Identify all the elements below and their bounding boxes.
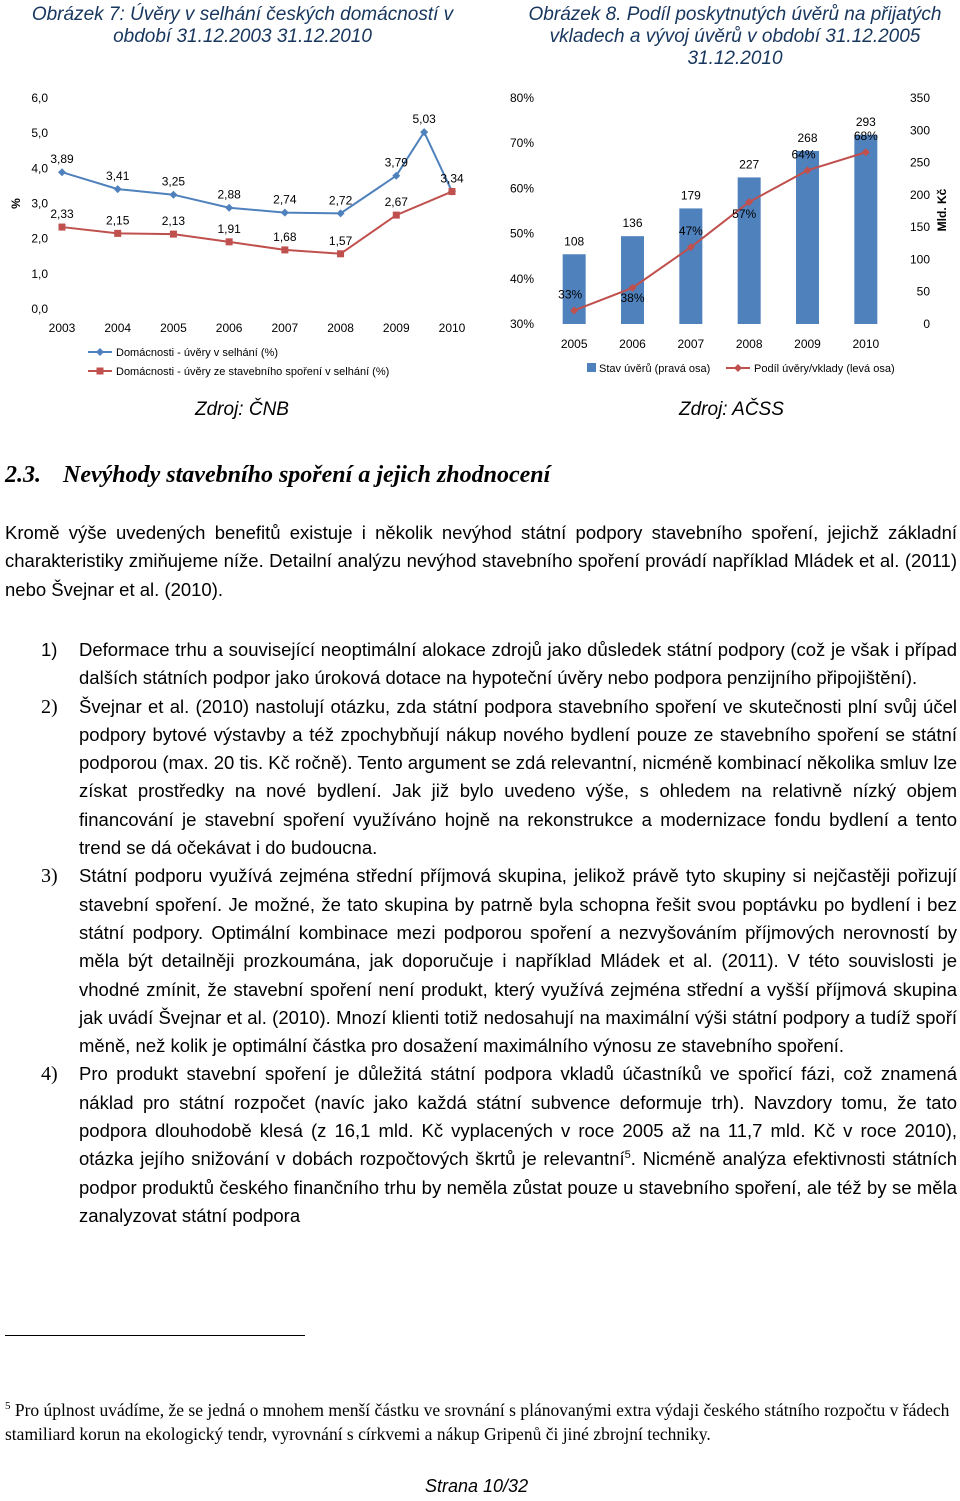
legend-label: Domácnosti - úvěry ze stavebního spoření v selhání (%) [116,366,390,378]
list-item-text: Švejnar et al. (2010) nastolují otázku, zda státní podpora stavebního spoření ve skutečnosti plní svůj účel podpory bytové výstavby a též zpochybňují nákup nového bydlení pouze ze stavebního spoření se státní podporou (max. 20 tis. Kč ročně). Tento argument se zdá relevantní, nicméně kombinací několika smluv lze získat prostředky na nové bydlení. Jak již bylo uvedeno výše, s ohledem na relativně nízký objem financování je stavební spoření využíváno hojně na rekonstrukce a modernizace fondu bydlení a tento trend se dá očekávat i do budoucna. [79,695,957,859]
footnote-separator [5,1335,305,1336]
left-tick-label: 80% [509,91,534,105]
legend-marker [97,368,104,375]
data-label: 5,03 [412,112,436,127]
x-tick-label: 2003 [48,321,76,335]
footnote-reference[interactable]: 5 [624,1149,631,1162]
x-tick-label: 2010 [852,337,880,351]
intro-paragraph: Kromě výše uvedených benefitů existuje i několik nevýhod státní podpory stavebního spoření, jejichž základní charakteristiky zmiňujeme níže. Detailní analýzu nevýhod stavebního spoření provádí například Mládek et al. (2011) nebo Švejnar et al. (2010). [5,522,957,600]
line-value-label: 38% [620,290,645,305]
list-item [5,1060,957,1230]
y-tick-label: 6,0 [31,91,48,105]
line-value-label: 64% [791,147,816,162]
figure8-bar-line-chart [490,85,960,385]
y-tick-label: 1,0 [31,266,48,281]
data-label: 2,15 [106,213,130,228]
y-tick-label: 0,0 [31,302,48,316]
right-axis-title: Mld. Kč [935,188,949,232]
legend-label: Podíl úvěry/vklady (levá osa) [754,363,895,375]
line-value-label: 47% [678,224,703,239]
left-tick-label: 70% [509,136,534,151]
footnote-text: Pro úplnost uvádíme, že se jedná o mnohem menší částku ve srovnání s plánovanými extra výdaji českého státního rozpočtu v řádech stamiliard korun na ekologický tendr, vyrovnání s církvemi a nákup Gripenů či jiné zbrojní techniky. [5,1400,950,1444]
page-number: Strana 10/32 [425,1476,529,1496]
x-tick-label: 2007 [271,321,299,335]
data-label: 3,41 [106,169,130,184]
section-heading [5,462,550,489]
legend-marker [96,348,104,356]
list-marker: 2) [41,695,58,718]
legend-swatch [587,363,596,372]
series-line [574,152,866,310]
legend-label: Domácnosti - úvěry v selhání (%) [116,347,278,359]
data-point-marker [337,250,344,257]
data-point-marker [58,168,66,176]
right-tick-label: 350 [909,91,930,105]
x-tick-label: 2008 [735,337,763,351]
bar [854,135,877,324]
data-point-marker [449,188,456,195]
right-tick-label: 50 [916,284,930,299]
bar-value-label: 268 [797,130,818,145]
bar-value-label: 179 [680,188,701,203]
x-tick-label: 2004 [104,321,132,335]
line-value-label: 57% [732,206,757,221]
data-point-marker [169,191,177,199]
list-item [5,636,957,693]
data-label: 3,79 [384,155,408,170]
section-number: 2.3. [5,462,41,488]
data-label: 2,67 [384,195,408,210]
bar-value-label: 136 [622,216,643,231]
x-tick-label: 2009 [794,337,821,351]
data-point-marker [281,209,289,217]
list-item-text: Deformace trhu a související neoptimální alokace zdrojů jako důsledek státní podpory (což je však i případ dalších státních podpor jako úroková dotace na hypoteční úvěry nebo podpora penzijního připojištění). [79,639,957,689]
data-label: 2,72 [328,193,353,208]
y-tick-label: 2,0 [31,231,48,246]
data-label: 2,88 [217,187,241,202]
data-point-marker [170,231,177,238]
list-marker: 4) [41,1063,58,1086]
right-tick-label: 300 [909,123,930,138]
bar-value-label: 227 [739,157,760,172]
figure7-source: Zdroj: ČNB [195,399,289,420]
data-label: 2,33 [50,207,74,222]
y-tick-label: 5,0 [31,126,48,141]
legend-label: Stav úvěrů (pravá osa) [599,363,711,375]
data-label: 2,13 [161,214,186,229]
x-tick-label: 2006 [215,321,243,335]
data-label: 1,57 [328,233,353,248]
list-item-text-continued: . Nicméně analýza efektivnosti státních podpor produktů českého finančního trhu by neměla zůstat pouze u stavebního spoření, ale též by se měla zanalyzovat státní podpora [79,1148,957,1226]
disadvantages-list [5,636,957,1230]
data-label: 1,91 [217,221,241,236]
data-label: 3,34 [440,171,464,186]
data-point-marker [226,238,233,245]
section-title: Nevýhody stavebního spoření a jejich zhodnocení [63,462,551,488]
data-label: 2,74 [273,192,297,207]
figure7-title: Obrázek 7: Úvěry v selhání českých domácností v období 31.12.2003 31.12.2010 [31,4,454,47]
right-tick-label: 200 [909,187,930,202]
data-point-marker [393,212,400,219]
legend-marker [734,364,742,372]
left-tick-label: 40% [509,271,534,286]
list-marker: 3) [41,865,58,888]
data-label: 3,89 [50,152,74,167]
right-tick-label: 100 [909,252,930,267]
list-item [5,693,957,863]
left-tick-label: 30% [509,317,534,331]
footnote [5,1398,950,1446]
data-point-marker [114,185,122,193]
list-marker: 1) [41,639,58,660]
data-label: 1,68 [273,229,297,244]
right-tick-label: 150 [909,220,930,235]
right-tick-label: 0 [923,317,930,331]
x-tick-label: 2006 [619,337,646,351]
x-tick-label: 2010 [438,321,466,335]
figure8-source: Zdroj: AČSS [679,399,784,420]
x-tick-label: 2007 [677,337,705,351]
left-tick-label: 60% [509,181,534,196]
figure7-line-chart [0,85,480,385]
x-tick-label: 2009 [382,321,410,335]
data-point-marker [225,204,233,212]
bar-value-label: 293 [855,114,876,129]
left-tick-label: 50% [509,226,534,241]
bar [621,236,644,324]
line-value-label: 33% [558,287,583,302]
data-point-marker [59,224,66,231]
x-tick-label: 2005 [560,337,588,351]
bar [796,151,819,324]
footnote-number: 5 [5,1400,11,1413]
y-tick-label: 3,0 [31,196,48,211]
list-item-text: Pro produkt stavební spoření je důležitá státní podpora vkladů účastníků ve spořicí fázi, což znamená náklad pro státní rozpočet (navíc jako každá státní subvence deformuje trh). Navzdory tomu, že tato podpora dlouhodobě klesá (z 16,1 mld. Kč vyplacených v roce 2005 až na 11,7 mld. Kč v roce 2010), otázka jejího snižování v dobách rozpočtových škrtů je relevantní [79,1063,957,1170]
data-point-marker [114,230,121,237]
data-point-marker [281,246,288,253]
line-value-label: 68% [853,129,878,144]
figure8-title: Obrázek 8. Podíl poskytnutých úvěrů na přijatých vkladech a vývoj úvěrů v období 31.12.2005 31.12.2010 [528,4,942,69]
right-tick-label: 250 [909,155,930,170]
list-item [5,862,957,1060]
list-item-text: Státní podporu využívá zejména střední příjmová skupina, jelikož právě tyto skupiny si nejčastěji pořizují stavební spoření. Je možné, že tato skupina by patrně byla schopna řešit svou poptávku po bydlení i bez státní podpory. Optimální kombinace mezi podporou spoření a nezvyšováním příjmových nerovností by měla být detailněji prozkoumána, jak doporučuje i například Mládek et al. (2011). V této souvislosti je vhodné zmínit, že stavební spoření není produkt, který využívá zejména střední a vyšší příjmová skupina jak uvádí Švejnar et al. (2010). Mnozí klienti totiž nedosahují na maximální výši státní podpory a tudíž spoří měně, než kolik je optimální částka pro dosažení maximálního výnosu ze stavebního spoření. [79,865,957,1057]
data-label: 3,25 [161,174,186,189]
y-tick-label: 4,0 [31,161,48,176]
y-axis-title: % [9,198,23,209]
x-tick-label: 2008 [327,321,354,335]
bar-value-label: 108 [564,234,585,249]
x-tick-label: 2005 [160,321,187,335]
